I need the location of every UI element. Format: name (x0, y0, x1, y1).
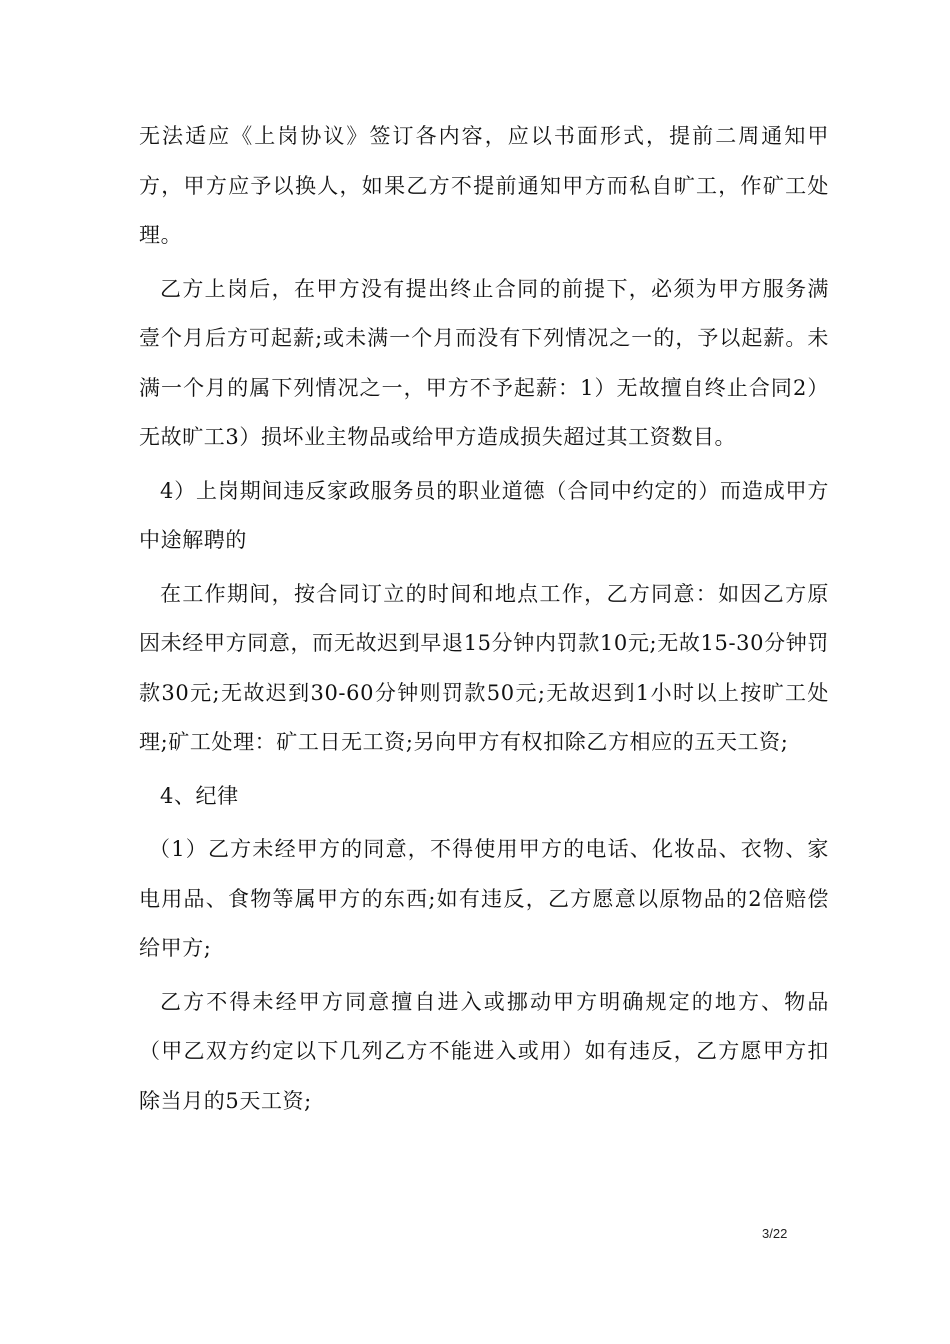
paragraph-6: 乙方不得未经甲方同意擅自进入或挪动甲方明确规定的地方、物品（甲乙双方约定以下几列乙方不能进入或用）如有违反，乙方愿甲方扣除当月的5天工资; (139, 989, 829, 1113)
section-heading-discipline: 4、纪律 (160, 783, 239, 808)
paragraph-4: 在工作期间，按合同订立的时间和地点工作，乙方同意：如因乙方原因未经甲方同意，而无故迟到早退15分钟内罚款10元;无故15-30分钟罚款30元;无故迟到30-60分钟则罚款50元;无故迟到1小时以上按旷工处理;矿工处理：矿工日无工资;另向甲方有权扣除乙方相应的五天工资; (139, 581, 829, 754)
paragraph-1: 无法适应《上岗协议》签订各内容，应以书面形式，提前二周通知甲方，甲方应予以换人，如果乙方不提前通知甲方而私自旷工，作矿工处理。 (139, 124, 829, 247)
document-body (139, 112, 829, 1130)
paragraph-2: 乙方上岗后，在甲方没有提出终止合同的前提下，必须为甲方服务满壹个月后方可起薪;或未满一个月而没有下列情况之一的，予以起薪。未满一个月的属下列情况之一，甲方不予起薪：1）无故擅自终止合同2）无故旷工3）损坏业主物品或给甲方造成损失超过其工资数目。 (139, 276, 829, 449)
paragraph-3: 4）上岗期间违反家政服务员的职业道德（合同中约定的）而造成甲方中途解聘的 (139, 478, 829, 552)
paragraph-5: （1）乙方未经甲方的同意，不得使用甲方的电话、化妆品、衣物、家电用品、食物等属甲方的东西;如有违反，乙方愿意以原物品的2倍赔偿给甲方; (139, 837, 829, 960)
page-number: 3/22 (762, 1226, 788, 1241)
